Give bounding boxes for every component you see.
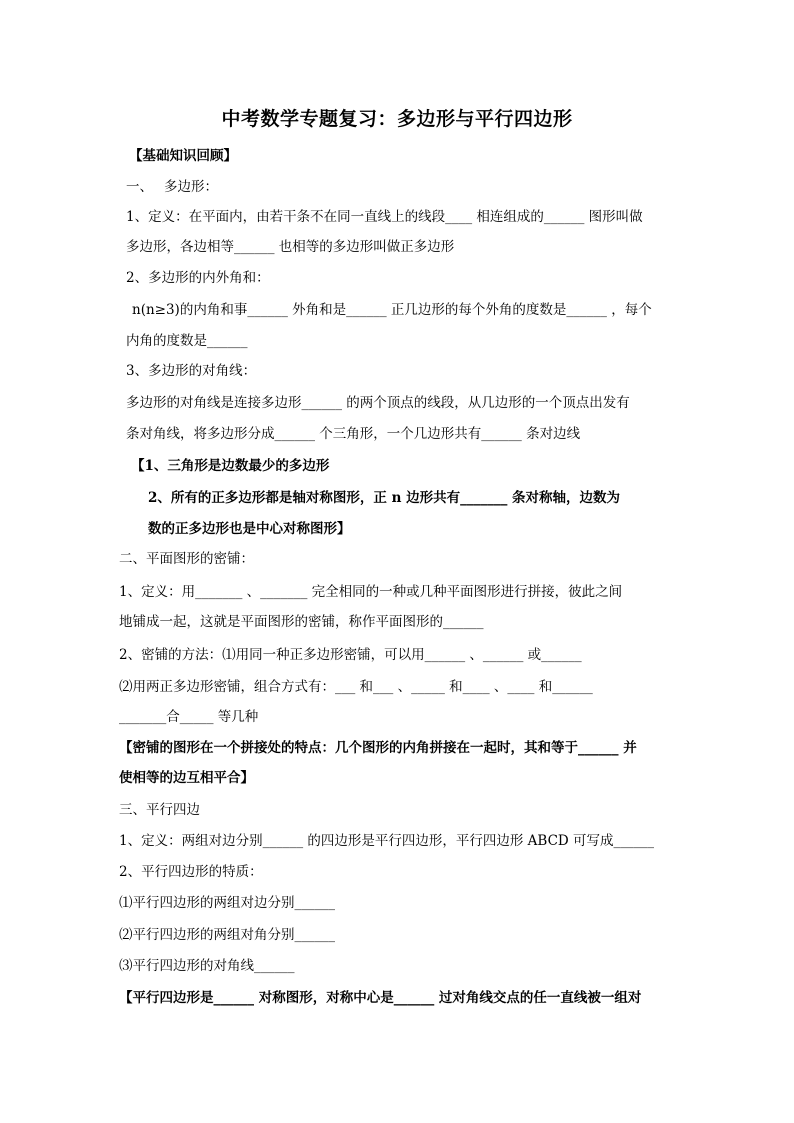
- text-line: 多边形的对角线是连接多边形______ 的两个顶点的线段，从几边形的一个顶点出发有: [126, 395, 630, 411]
- text-line: 1、定义：用_______ 、_______ 完全相同的一种或几种平面图形进行拼接，彼此之间: [119, 584, 623, 600]
- text-line: 2、密铺的方法：⑴用同一种正多边形密铺，可以用______ 、______ 或______: [119, 647, 582, 663]
- note-line: 数的正多边形也是中心对称图形】: [148, 521, 351, 537]
- note-line: 2、所有的正多边形都是轴对称图形，正 n 边形共有_______ 条对称轴，边数为: [148, 490, 621, 506]
- section-heading-parallelogram: 三、平行四边: [119, 802, 200, 818]
- text-line: 1、定义：在平面内，由若干条不在同一直线上的线段____ 相连组成的______ 图形叫做: [126, 209, 643, 225]
- note-line: 【密铺的图形在一个拼接处的特点：几个图形的内角拼接在一起时，其和等于______ 并: [119, 740, 637, 756]
- section-heading-review: 【基础知识回顾】: [129, 148, 237, 164]
- text-line: 内角的度数是______: [126, 333, 248, 349]
- text-line: 多边形，各边相等______ 也相等的多边形叫做正多边形: [126, 239, 455, 255]
- text-line: 地铺成一起，这就是平面图形的密铺，称作平面图形的______: [119, 614, 484, 630]
- document-title: 中考数学专题复习：多边形与平行四边形: [221, 108, 573, 130]
- text-line: ⑴平行四边形的两组对边分别______: [119, 895, 335, 911]
- text-line: ⑵平行四边形的两组对角分别______: [119, 927, 335, 943]
- text-line: _______合_____ 等几种: [119, 709, 259, 725]
- text-line: 3、多边形的对角线：: [126, 363, 257, 379]
- text-line: 2、平行四边形的特质：: [119, 864, 263, 880]
- text-line: ⑶平行四边形的对角线______: [119, 958, 295, 974]
- text-line: 1、定义：两组对边分别______ 的四边形是平行四边形，平行四边形 ABCD 可写成______: [119, 833, 655, 849]
- section-heading-polygon: 一、 多边形：: [126, 179, 219, 195]
- text-line: n(n≥3)的内角和事______ 外角和是______ 正几边形的每个外角的度数是______ ，每个: [132, 302, 652, 318]
- note-line: 使相等的边互相平合】: [119, 770, 254, 786]
- section-heading-tiling: 二、平面图形的密铺：: [119, 551, 254, 567]
- text-line: ⑵用两正多边形密铺，组合方式有：___ 和___ 、_____ 和____ 、____ 和______: [119, 679, 593, 695]
- text-line: 条对角线，将多边形分成______ 个三角形，一个几边形共有______ 条对边线: [126, 426, 581, 442]
- text-line: 2、多边形的内外角和：: [126, 270, 270, 286]
- note-line: 【1、三角形是边数最少的多边形: [131, 458, 330, 474]
- note-line: 【平行四边形是______ 对称图形，对称中心是______ 过对角线交点的任一直线被一组对: [119, 990, 642, 1006]
